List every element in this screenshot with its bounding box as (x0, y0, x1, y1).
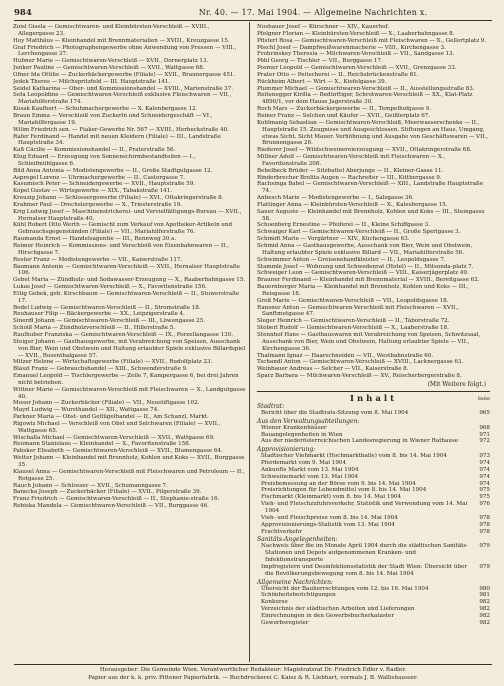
continuation-note: (Mit Weitere folgt.) (427, 380, 486, 388)
register-entry: Sparz Barbara — Milchwaren-Verschleiß — XV., Reischerbergerstraße 8. (257, 373, 462, 380)
right-entries (257, 24, 490, 380)
imprint-publisher: Herausgeber: Die Gemeinde Wien. Verantwortlicher Redakteur: Magistratsrat Dr. Friedrich Edler v. Radler. (99, 667, 407, 673)
register-entry: Rauch Johann — Schlosser — XVII., Schumanngasse 7. (13, 482, 168, 489)
register-entry: Bodel Ludwig — Gemischtwaren-Verschleiß — II., Stromstraße 18. (13, 304, 201, 311)
register-entry: Baumann Antonie — Gemischtwaren-Verschleiß — XVII., Hernalser Hauptstraße 106. (13, 263, 241, 277)
register-entry: Plummer Michael — Gemischtwaren-Verschleiß — II., Ausstellungsstraße 83. (257, 85, 475, 92)
page-number: 984 (14, 8, 32, 18)
register-entry: Stoberl Rudolf — Gemischtwaren-Verschleiß — X., Laaberstraße 18. (257, 325, 449, 332)
toc-entry-page: 974 (479, 466, 490, 473)
toc-row (257, 586, 490, 593)
register-entry: Krahmer Paul — Drechslergewerbe — X., Triesterstraße 19. (13, 201, 183, 208)
toc-entry-text: Übersicht der Bauherrschtungen vom 12. bis 16. Mai 1904 (261, 585, 429, 592)
register-entry: Stammle Josef — Wohnung und Schwedenrat (Hotel) — II., Mitsonda-platz 7. (257, 263, 474, 270)
toc-entry-page: 982 (479, 606, 490, 613)
register-entry: Sauer Auguste — Kleinhandel mit Brennholz, Kohlen und Koks — III., Steingasse 58. (257, 208, 485, 222)
toc-entry-page: 975 (479, 494, 490, 501)
register-entry: Reuhauser Filip — Bäckergewerbe — XX., Leipzigerstraße 4. (13, 311, 185, 318)
toc-entry-text: Fischmarkt (Kleinmarkt) vom 8. bis 14. Mai 1904 (261, 494, 402, 501)
toc-entry-text: Nachweis über die im Monate April 1904 durch die städtischen Sanitäts-Stationen und Depots aufgenommenen Kranken- und Infektionstransporte (261, 543, 469, 564)
register-entry: Frohrinskey Theresia — Milchwaren-Verschleiß — VII., Sandgasse 13. (257, 51, 455, 58)
register-entry: Graf Friedrich — Photographengewerbe ohne Anwendung von Pressen — VIII., Lerchengasse 37. (13, 44, 237, 58)
column-divider (249, 22, 250, 662)
register-entry: Schweiger Leon — Gemischtwaren-Verschleiß — VIII., Kaiserjägerplatz 49. (257, 270, 469, 277)
register-entry: Kopel Gustav — Wirtsgewerbe — XIX., Tabakstraße 141. (13, 188, 173, 195)
register-entry: Bebelbeck Brüder — Sitzbattel Aberjunge — II., Kleiner-Gasse 11. (257, 167, 444, 174)
toc-entry-text: Einrechnungen in den Gewerbsbucherkataster (261, 612, 395, 619)
toc-row (257, 410, 490, 417)
register-entry: Kosak Kaufhert — Schuhmachergewerbe — X. Kalenbergasse 12. (13, 106, 198, 113)
toc-section-heading: Approvisionierung: (257, 446, 316, 454)
register-entry: Schoiß Maria — Zündholzverschleiß — II., Hillerstraße 5. (13, 325, 176, 332)
toc-entry-text: Schweinemarkt vom 13. Mai 1904 (261, 473, 359, 480)
toc-entry-page: 978 (479, 514, 490, 521)
register-entry: Parkner Maria — Obst- und Geflügelhandel — II., Am Schanzl, Markt. (13, 414, 209, 421)
register-entry: Bauernberger Maria — Kleinhandel mit Brennholz, Kohlen und Koks — III., Reisgasse 18. (257, 284, 469, 297)
register-entry: Mitzer Helene — Wirtschaftsgewerbe (Filiale) — XVII., Rudolfplatz 23. (13, 359, 213, 366)
seite-header: Seite (477, 396, 490, 402)
register-entry: Ransner Anton — Gemischtwaren-Verschleiß mit Fleischwaren — XVII., Sanftmutgasse 47. (257, 304, 459, 318)
left-column (13, 24, 246, 510)
toc-section-heading: Sanitäts-Angelegenheiten: (257, 536, 338, 544)
toc-entry-page: 982 (479, 612, 490, 619)
toc-row (257, 620, 490, 627)
register-entry: Wilim Friedrich sen. — Fiaker-Gewerbe Nr. 567 — XVIII., Herbeckstraße 40. (13, 126, 229, 133)
register-entry: Mayrl Ludwig — Wursthandel — XII., Wattgasse 74. (13, 407, 160, 414)
toc-entry-text: Aus der niederösterreichischen Landesregierung in Wiener Rathause (261, 438, 459, 445)
register-entry: Rückheim Albert — Wirt — X., Kiefelgasse 39. (257, 78, 387, 85)
register-entry: Reiner Franz — Selchen und Käufer — XVII., Geißlerplatz 67. (257, 112, 431, 119)
right-column (257, 24, 490, 627)
toc-row (257, 529, 490, 536)
register-entry: Kaß Cäcilie — Kommissionshandel — II., Praterstraße 56. (13, 147, 176, 154)
register-entry: Reumann Stanislaus — Kleinhandel — X., Favoritenstraße 158. (13, 441, 191, 448)
register-entry: Jedek Theres — Milchspritzfeld — III. Hauptstraße 141. (13, 78, 171, 85)
toc-entry-text: Stadtischer Viehmarkt (Hochmarkthalle) vom 8. bis 14. Mai 1904 (261, 453, 447, 460)
toc-section-heading: Stadtrat: (257, 402, 285, 410)
register-entry: Riederer Josef — Wildschweinereierzeugung — XVII., Ottakringerstraße 68. (257, 147, 472, 154)
page-header (14, 7, 492, 21)
toc-row (257, 438, 490, 445)
register-entry: Millner Adolf — Gemischtwaren-Verschleiß mit Fleischwaren — X., Favoritenstraße 208. (257, 154, 446, 167)
toc-row (257, 592, 490, 599)
register-entry: Rebiska Mandela — Gemischtwaren-Verschleiß — VII., Burggasse 46. (13, 503, 209, 510)
toc-entry-page: 976 (479, 501, 490, 508)
toc-entry-page: 974 (479, 480, 490, 487)
toc-entry-text: Approvisionierungs-Statistik vom 13. Mai 1904 (261, 521, 395, 528)
toc-row (257, 467, 490, 474)
register-entry: Blaszl Franz — Gebrauchshandel — XIII., Schwenderstraße 9. (13, 366, 188, 373)
register-entry: Öfner Ida Ottilie — Zuckerbäckergewerbe (Filiale) — XVII., Braunergasse 451. (13, 71, 236, 78)
toc-row (257, 501, 490, 515)
imprint (14, 664, 492, 682)
register-entry: Klug Eduard — Erzeugung von Sonnenschirmbestandteilen — I., Schleifmühlgasse 6. (13, 154, 196, 167)
register-entry: Sinerdl Johann — Gemischtwaren-Verschleiß — III., Löwengasse 25. (13, 318, 206, 325)
register-entry: Roch Mars — Zuckerbäckergewerbe — II., Tempelhofgasse 9. (257, 106, 432, 113)
toc-entry-page: 979 (479, 563, 490, 570)
running-title: Nr. 40. — 17. Mai 1904. — Allgemeine Nachrichten x. (198, 8, 428, 17)
toc-section-heading: Allgemeine Nachrichten: (257, 578, 333, 586)
register-entry: Schmid Anna — Gasthausgewerbe, Ausschank von Bier, Wein und Obstwein, Haltung erlaubter Spiele exklusive Billard — VII., Mariahilferstraße 56. (257, 243, 473, 256)
toc-entry-text: Vieh- und Fleischzufuhrsverkehr, Statistik und Verwendung vom 14. Mai 1904 (261, 501, 468, 514)
toc-row (257, 599, 490, 606)
toc-entry-text: Verzeichnis der städtischen Arbeiten und Lieferungen (261, 606, 415, 613)
register-entry: Tschandl Anton — Gemischtwaren-Verschleiß — XVIII., Lacknergasse 63. (257, 359, 464, 366)
register-entry: Franz Friedrich — Gemischtwaren-Verschleiß — II., Stephanie-straße 16. (13, 496, 220, 503)
register-entry: Schwimmer Anton — Greisenehandkleister — II., Leopoldsgasse 7. (257, 256, 446, 263)
toc-entry-text: Impfregistern und Desinfektionsstatistik der Stadt Wien: Übersicht über die Bevölkerungsbewegung vom 8. bis 14. Mai 1904 (261, 563, 468, 577)
register-entry: Braun Emma — Verschleiß von Zuckerln und Schneidergeschäft — VI., Mariahilfergasse 19. (13, 112, 213, 126)
register-entry: Steiger Johann — Gasthausgewerbe, mit Verabreichung von Speisen, Ausschank von Bier, Wein und Obstwein und Haltung erlaubter Spiele exklusive Billardspiel — XVII., Rosenthalgasse 57. (13, 338, 246, 359)
toc-entry-text: Bauangelegenheiten in Wien (261, 431, 343, 438)
register-entry: Kohlmanig Sebastian — Gemischtwaren-Verschleiß, Meerwasserschenke — II., Hauptstraße 15. Zeugnisse und Ausgeschlossen. Stiftungen an Haus, Umgang, etwas Sicht. Sicht Mauer. Verhöhnung und Ausgabe von Geschäftswaren — VII., Brunnengasse 26. (257, 119, 489, 147)
toc-entry-page: 974 (479, 473, 490, 480)
register-entry: Pöschl Josef — Dampfweißwarenmacherie — VIII., Kirchengasse 3. (257, 44, 446, 51)
toc-row (257, 564, 490, 578)
register-entry: Gebet Maria — Zündholz- und Sodawasser-Erzeugung — X., Raaberbahngasse 15. (13, 277, 246, 284)
toc-entry-page: 978 (479, 521, 490, 528)
toc-entry-page: 965 (479, 409, 490, 416)
register-entry: Roster Franz — Modistengewerbe — VII., Kaiserstraße 117. (13, 256, 183, 263)
register-entry: Raumanda Ernst — Handelsagentie — III., Rennweg 30 a. (13, 236, 177, 243)
toc-entry-text: Preisrichtungen für Lebendmittel vom 8. bis 14. Mai 1904 (261, 487, 427, 494)
register-entry: Raulhuber Franziska — Gemischtwaren-Verschleiß — IX., Porzellangasse 130. (13, 331, 234, 338)
toc-row (257, 425, 490, 432)
register-entry: Schoenberg Ernestine — Pfeiferei — II., Kleine Schiffgasse 3. (257, 222, 430, 229)
toc-entry-text: Vieh- und Fleischpreise vom 8. bis 14. Mai 1904 (261, 514, 398, 521)
register-entry: Kühl Robert Otto Werth — Gemischt zum Verkauf von Apotheker-Artikeln und Gebrauchsgegenständen (Filiale) — VII., Mariahilferstraße 76. (13, 222, 233, 236)
register-entry: Hoy Matthäus — Kleinhandel mit Brennmaterialien — XVIII., Kreuzgasse 15. (13, 37, 230, 44)
toc-entry-page: 982 (479, 619, 490, 626)
register-entry: Reitenegger Kirilla — Bedürftiger, Schrotwaren-Verschleiß — XX., Klat-Platz 4890/1, vor dem Hause Jagerstraße 30. (257, 92, 473, 106)
inhalt-rule (257, 391, 490, 392)
register-entry: Anbesch Marie — Modistengewerbe — I., Salzgasse 36. (257, 195, 414, 202)
register-entry: Wittner Marie — Gemischtwaren-Verschleiß mit Fleischwaren — X., Landgutgasse 40. (13, 386, 246, 400)
register-entry: Nosbauer Josef — Kürschner — XIV., Kauerhof. (257, 24, 390, 30)
toc-entry-text: Schönheitsberichtigungen (261, 592, 336, 599)
register-entry: Groß Marie — Gemischtwaren-Verschleiß — VII., Leopoldsgasse 18. (257, 297, 449, 304)
inhalt-title: Inhalt (350, 393, 397, 404)
register-entry: Hubner Marie — Gemischtwaren-Verschleiß — XVII., Dornerplatz 13. (13, 58, 209, 65)
toc-row (257, 543, 490, 564)
register-entry: Wetter Johann — Kleinhandel mit Brennholz, Kohlen und Koks — XVII., Burggasse 35. (13, 455, 245, 468)
toc-entry-text: Ankunfts Markt vom 13. Mai 1904 (261, 466, 359, 473)
toc-entry-text: Konkurse (261, 599, 288, 606)
toc-entry-page: 968 (479, 424, 490, 431)
toc-entry-page: 974 (479, 460, 490, 467)
toc-row (257, 606, 490, 613)
register-entry: Flattinger Anna — Kleinbürsten-Verschleiß — X., Kalesbergasse 15. (257, 201, 448, 208)
register-entry: Pöhl Georg — Tischler — VII., Burggasse 17. (257, 58, 383, 65)
register-entry: Junker Pauline — Gemischtwaren-Verschleiß — XVII., Wattgasse 68. (13, 65, 205, 72)
register-entry: Kasumisch Peter — Schneidergewerbe — XVII., Hauptstraße 59. (13, 181, 196, 188)
register-entry: Rachsinga Babel — Gemischtwaren-Verschleiß — XIII., Landstraße Hauptstraße 74. (257, 181, 484, 195)
register-entry: Reimer Heinrich — Kommissions- und Verschleiß von Eisenbahnwaren — II., Hirschgasse 7. (13, 243, 229, 256)
register-entry: Klausel Anna — Gemischtwaren-Verschleiß mit Fleischwaren und Petroleum — II., Rotgasse 25. (13, 468, 245, 482)
register-entry: Bild Anna Antonia — Modistengewerbe — II., Große Stadtgutgasse 12. (13, 167, 213, 174)
toc-entry-page: 978 (479, 528, 490, 535)
register-entry: Wischalla Michael — Gemischtwaren-Verschleiß — XVII., Wattgasse 69. (13, 434, 215, 441)
toc-row (257, 481, 490, 488)
toc-entry-text: Frachtverkehr (261, 528, 302, 535)
register-entry: Aspregel Lorenz — Uhrmachergewerbe — II., Castorgasse 7. (13, 174, 185, 181)
register-entry: Stennhof Hans — Gasthauswaren mit Verabreichung von Speisen, Schwitzsaal, Ausschank von Bier, Wein und Obstwein, Haltung erlaubter Spiele — VII., Kirchengasse 36. (257, 331, 481, 352)
register-entry: Brauner Ferdinand — Kleinhandel mit Brennmaterial — XVIII., Bereitgasse 62. (257, 277, 480, 284)
register-entry: Seidel Katharina — Ober- und Kommissionshandel — XVIII., Marienstraße 37. (13, 85, 234, 92)
register-entry: Banecka Joseph — Zuckerbäcker (Filiale) — XVII., Pilgerstraße 39. (13, 489, 202, 496)
register-entry: Schmidt Marie — Vorgärtner — XIV., Küchengasse 63. (257, 236, 410, 243)
toc-entry-text: Bericht über die Stadtrats-Sitzung vom 8. Mai 1904 (261, 409, 409, 416)
toc-row (257, 453, 490, 460)
register-entry: Rafer Ferdinand — Handel mit neuen Kleidern (Filiale) — III., Landstraße Hauptstraße 34. (13, 133, 221, 147)
toc-entry-page: 979 (479, 543, 490, 550)
toc-row (257, 460, 490, 467)
register-entry: Lukas Josef — Gemischtwaren-Verschleiß — X., Favoritenstraße 156. (13, 284, 207, 291)
toc-entry-page: 982 (479, 599, 490, 606)
register-entry: Rinderbrecher Brelita Augen — Rachreiter — III., Kittbergasse 9. (257, 174, 442, 181)
table-of-contents (257, 403, 490, 627)
register-entry: Kreuzig Johann — Schlossergewerbe (Filiale) — XVI., Ottakringerstraße 8. (13, 195, 224, 202)
toc-entry-text: Preisbemessung an der Börse vom 9. bis 14. Mai 1904 (261, 480, 416, 487)
register-entry: Moser Johann — Zuckerbäcker (Filiale) — VII., Neustiftgasse 102. (13, 400, 200, 407)
register-entry: Sefa Leopoldine — Gemischtwaren-Verschleiß exklusive Fleischwaren — VII., Mariahilferstraße 174. (13, 92, 232, 106)
toc-entry-page: 972 (479, 438, 490, 445)
toc-entry-page: 981 (479, 592, 490, 599)
toc-entry-page: 980 (479, 585, 490, 592)
register-entry: Emanuel Leopold — Tischlergewerbe — Zeile 7, Kampergasse 6, bei drei Jahren nicht betrieben. (13, 373, 239, 386)
toc-row (257, 515, 490, 522)
toc-row (257, 494, 490, 501)
register-entry: Pfelgner Florian — Kleinbürsten-Verschleiß — X., Laaberbahngasse 8. (257, 30, 455, 37)
toc-row (257, 522, 490, 529)
toc-entry-text: Wiener Krankenhäuser (261, 424, 327, 431)
toc-section-heading: Aus den Verwaltungsabteilungen: (257, 417, 360, 425)
register-entry: Rigowiz Michael — Verschleiß von Obst und Selchwaren (Filiale) — XVII., Wattgasse 65. (13, 420, 221, 434)
register-entry: Krig Ludwig Josef — Maschinenstrickerei- und Vervielfältigungs-Bureau — XVII., Hernalser Hauptstraße 40. (13, 208, 242, 222)
register-entry: Pfisterl Rosa — Gemischtwaren-Verschleiß mit Fleischwaren — X., Gellertplatz 9. (257, 37, 487, 44)
register-entry: Prater Otto — Peitscherei — II., Reichsbrückenstraße 81. (257, 71, 419, 78)
toc-row (257, 613, 490, 620)
toc-row (257, 432, 490, 439)
toc-entry-text: Gewerbsregister (261, 619, 309, 626)
register-entry: Pabsker Elisabeth — Gemischtwaren-Verschleiß — XVII., Blumengasse 64. (13, 448, 223, 455)
register-entry: Sleger Heinrich — Gemischtwaren-Verschleiß — II., Taborstraße 72. (257, 318, 450, 325)
register-entry: Thalmann Ignaz — Haarschneiden — VII., Westbahnstraße 60. (257, 352, 434, 359)
toc-entry-page: 971 (479, 431, 490, 438)
register-entry: Weinbauer Andreas — Selcher — VII., Kaiserstraße 8. (257, 366, 409, 373)
register-entry: Schwaiger Karl — Gemischtwaren-Verschleiß — II., Große Sperlgasse 3. (257, 229, 461, 236)
toc-row (257, 474, 490, 481)
toc-entry-text: Pferdemarkt vom 9. Mai 1904 (261, 460, 347, 467)
register-entry: Posmer Leopold — Gemischtwaren-Verschleiß — XVII., Grenzgasse 33. (257, 65, 457, 72)
imprint-printer: Papier aus der k. k. priv. Pittener Papierfabrik. — Buchdruckerei C. Kaisz & R. Liebhart, vormals J. B. Wallishausser. (88, 674, 418, 681)
toc-entry-page: 973 (479, 453, 490, 460)
toc-entry-page: 975 (479, 487, 490, 494)
register-entry: Zoisl Gisela — Gemischtwaren- und Kleinbürsten-Verschleiß — XVIII., Allegergasse 23. (13, 24, 210, 37)
register-entry: Ettig Gebek, geb. Kirschbaum — Gemischtwaren-Verschleiß — II., Stuwerstraße 17. (13, 290, 240, 304)
